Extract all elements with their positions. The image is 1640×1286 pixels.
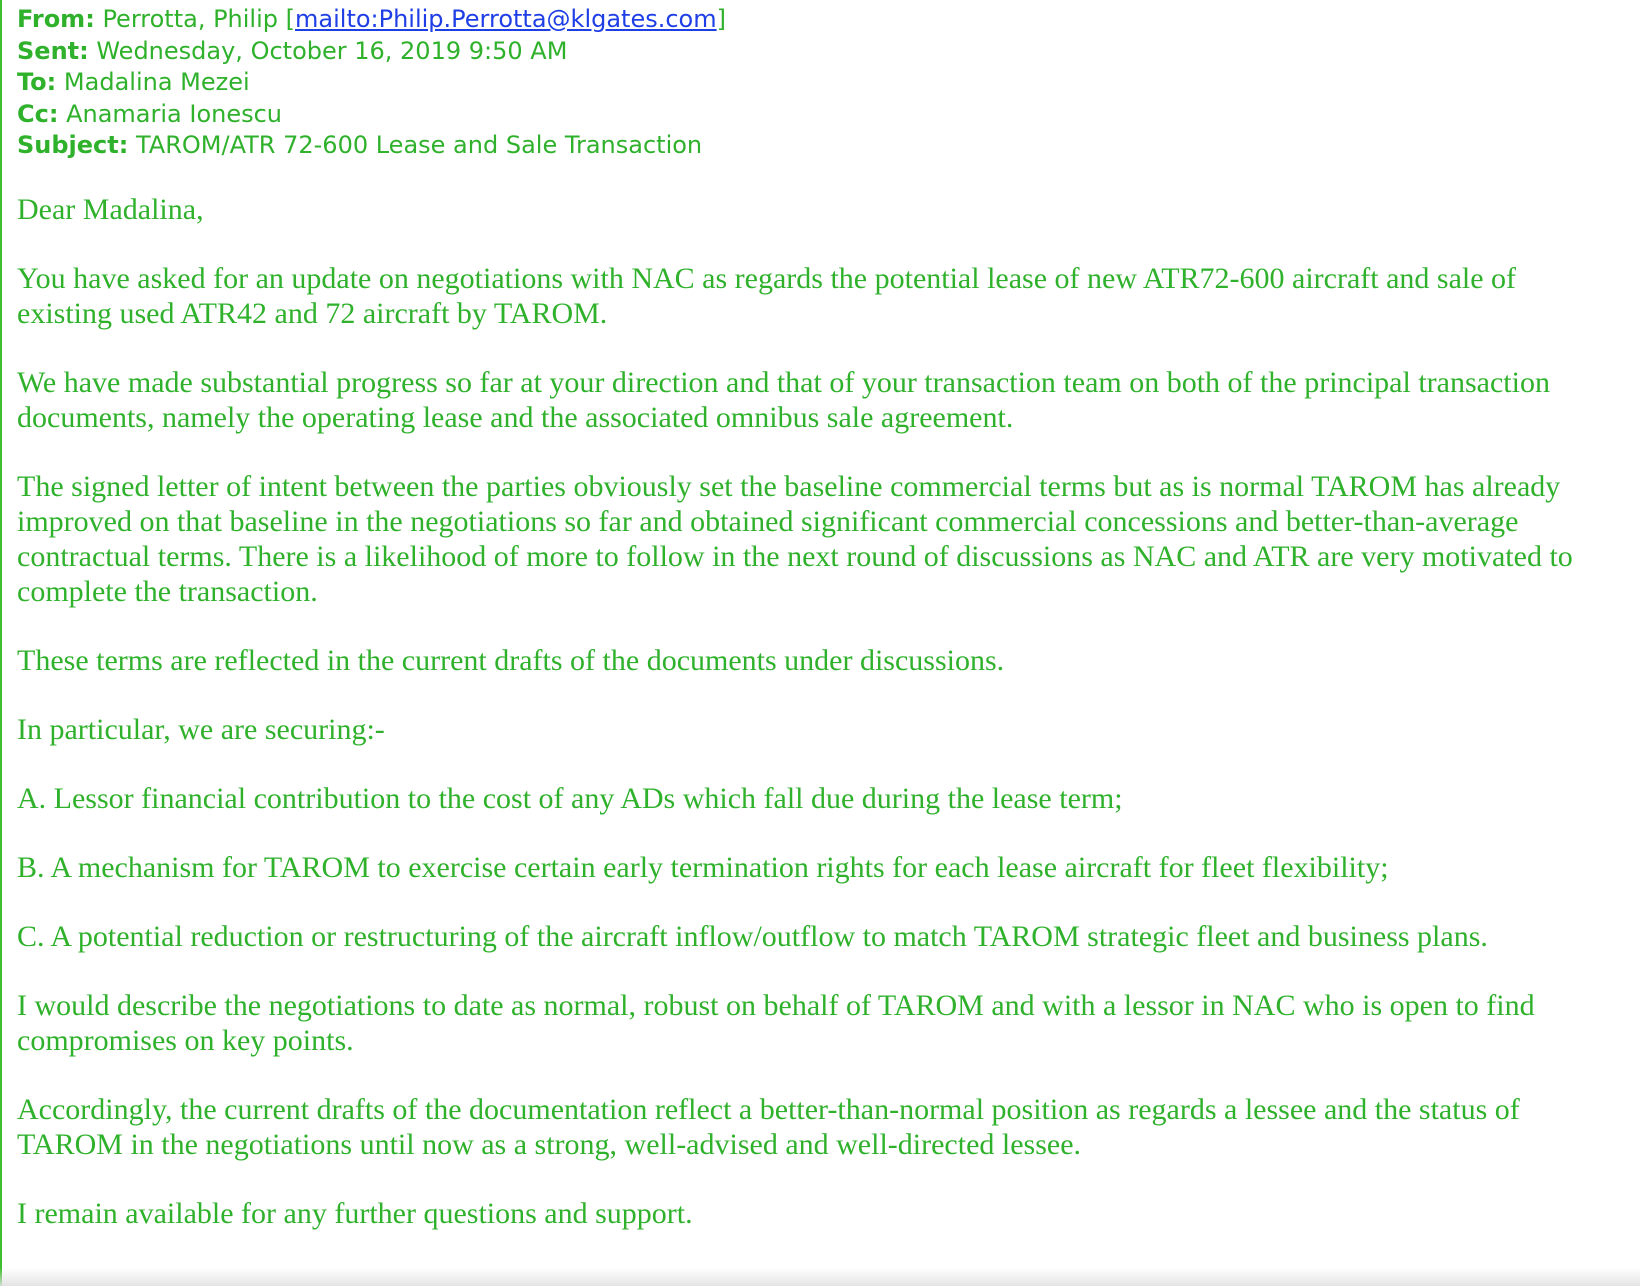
body-paragraph: You have asked for an update on negotiations with NAC as regards the potential lease of new ATR72-600 aircraft and sale of existing used ATR42 and 72 aircraft by TAROM. (17, 261, 1517, 330)
from-email-link[interactable]: mailto:Philip.Perrotta@klgates.com (295, 5, 717, 33)
body-paragraph: I would describe the negotiations to date as normal, robust on behalf of TAROM and with a lessor in NAC who is open to find compromises on key points. (17, 988, 1535, 1057)
sent-row (17, 36, 1617, 68)
body-paragraph: In particular, we are securing:- (17, 712, 385, 746)
body-paragraph: The signed letter of intent between the parties obviously set the baseline commercial terms but as is normal TAROM has already improved on that baseline in the negotiations so far and obtained significant commercial concessions and better-than-average contractual terms. There is a likelihood of more to follow in the next round of discussions as NAC and ATR are very motivated to complete the transaction. (17, 469, 1573, 608)
body-paragraph: Accordingly, the current drafts of the documentation reflect a better-than-normal position as regards a lessee and the status of TAROM in the negotiations until now as a strong, well-advised and well-directed lessee. (17, 1092, 1520, 1161)
to-value: Madalina Mezei (63, 68, 250, 96)
from-close-bracket: ] (716, 5, 726, 33)
from-label: From: (17, 5, 95, 33)
list-item-a: A. Lessor financial contribution to the cost of any ADs which fall due during the lease term; (17, 781, 1123, 815)
email-message (17, 4, 1617, 1265)
bottom-fade (0, 1268, 1640, 1286)
closing-paragraph: I remain available for any further questions and support. (17, 1196, 693, 1230)
from-row (17, 4, 1617, 36)
email-body (17, 192, 1617, 1231)
email-header (17, 4, 1617, 162)
subject-row (17, 130, 1617, 162)
list-item-c: C. A potential reduction or restructuring of the aircraft inflow/outflow to match TAROM strategic fleet and business plans. (17, 919, 1488, 953)
to-label: To: (17, 68, 57, 96)
cc-row (17, 99, 1617, 131)
body-paragraph: We have made substantial progress so far at your direction and that of your transaction team on both of the principal transaction documents, namely the operating lease and the associated omnibus sale agreement. (17, 365, 1550, 434)
cc-value: Anamaria Ionescu (66, 99, 283, 128)
to-row (17, 67, 1617, 99)
subject-label: Subject: (17, 131, 129, 159)
quote-border (0, 0, 2, 1286)
list-item-b: B. A mechanism for TAROM to exercise certain early termination rights for each lease aircraft for fleet flexibility; (17, 850, 1389, 884)
from-name: Perrotta, Philip (102, 5, 278, 33)
greeting: Dear Madalina, (17, 192, 204, 226)
sent-value: Wednesday, October 16, 2019 9:50 AM (96, 36, 568, 65)
subject-value: TAROM/ATR 72-600 Lease and Sale Transaction (136, 131, 703, 159)
body-paragraph: These terms are reflected in the current drafts of the documents under discussions. (17, 643, 1005, 677)
from-open-bracket: [ (285, 5, 296, 33)
sent-label: Sent: (17, 36, 89, 65)
cc-label: Cc: (17, 99, 59, 128)
